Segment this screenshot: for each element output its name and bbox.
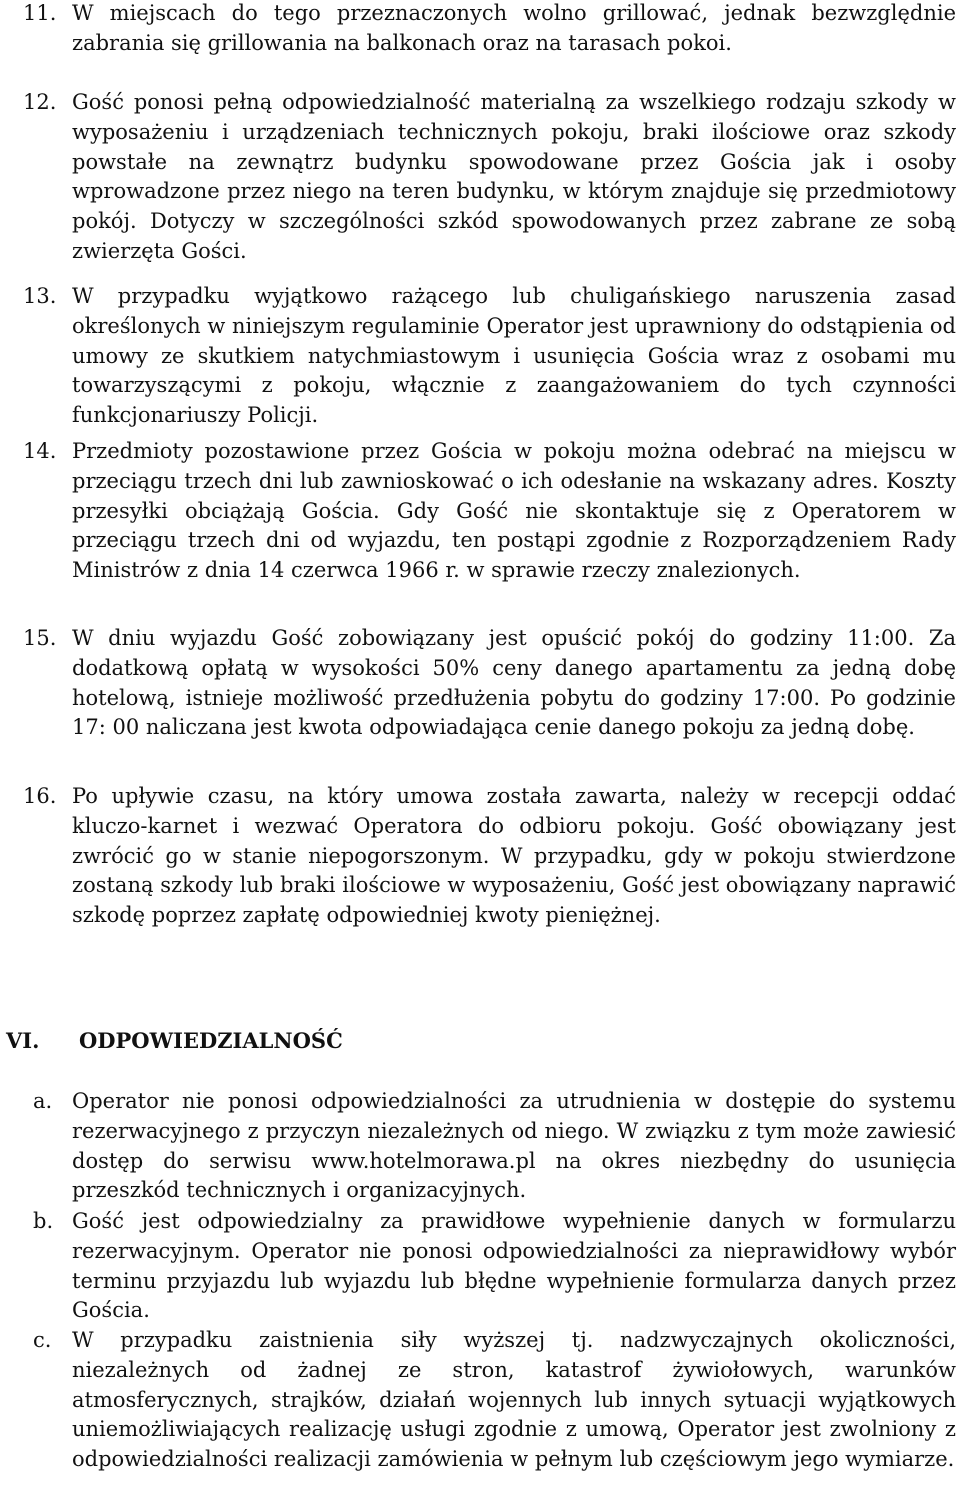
item-text: Operator nie ponosi odpowiedzialności za utrudnienia w dostępie do systemu rezerwacyjnego z przyczyn niezależnych od niego. W związku z tym może zawiesić dostęp do serwisu www.hotelmorawa.pl na okres niezbędny do usunięcia przeszkód technicznych i organizacyjnych. — [72, 1089, 956, 1203]
regulation-item-12 — [0, 88, 956, 267]
regulation-item-11 — [0, 0, 956, 59]
liability-item-b — [0, 1207, 956, 1326]
item-number: 11. — [23, 1, 57, 25]
item-text: W miejscach do tego przeznaczonych wolno grillować, jednak bezwzględnie zabrania się grillowania na balkonach oraz na tarasach pokoi. — [72, 1, 956, 55]
item-number: 15. — [23, 626, 57, 650]
item-number: 12. — [23, 90, 57, 114]
item-text: Gość jest odpowiedzialny za prawidłowe wypełnienie danych w formularzu rezerwacyjnym. Operator nie ponosi odpowiedzialności za nieprawidłowy wybór terminu przyjazdu lub wyjazdu lub błędne wypełnienie formularza danych przez Gościa. — [72, 1209, 956, 1323]
liability-item-a — [0, 1087, 956, 1206]
regulation-item-14 — [0, 437, 956, 586]
item-text: W dniu wyjazdu Gość zobowiązany jest opuścić pokój do godziny 11:00. Za dodatkową opłatą w wysokości 50% ceny danego apartamentu za jedną dobę hotelową, istnieje możliwość przedłużenia pobytu do godziny 17:00. Po godzinie 17: 00 naliczana jest kwota odpowiadająca cenie danego pokoju za jedną dobę. — [72, 626, 956, 740]
item-text: Po upływie czasu, na który umowa została zawarta, należy w recepcji oddać kluczo-karnet i wezwać Operatora do odbioru pokoju. Gość obowiązany jest zwrócić go w stanie niepogorszonym. W przypadku, gdy w pokoju stwierdzone zostaną szkody lub braki ilościowe w wyposażeniu, Gość jest obowiązany naprawić szkodę poprzez zapłatę odpowiedniej kwoty pieniężnej. — [72, 784, 956, 928]
item-letter: b. — [33, 1209, 54, 1233]
item-number: 16. — [23, 784, 57, 808]
section-title: ODPOWIEDZIALNOŚĆ — [79, 1028, 343, 1053]
section-heading — [0, 1026, 343, 1056]
item-text: Przedmioty pozostawione przez Gościa w pokoju można odebrać na miejscu w przeciągu trzech dni lub zawnioskować o ich odesłanie na wskazany adres. Koszty przesyłki obciążają Gościa. Gdy Gość nie skontaktuje się z Operatorem w przeciągu trzech dni od wyjazdu, ten postąpi zgodnie z Rozporządzeniem Rady Ministrów z dnia 14 czerwca 1966 r. w sprawie rzeczy znalezionych. — [72, 439, 956, 583]
section-number: VI. — [6, 1028, 40, 1053]
regulation-item-16 — [0, 782, 956, 931]
item-letter: c. — [33, 1328, 52, 1352]
item-text: Gość ponosi pełną odpowiedzialność materialną za wszelkiego rodzaju szkody w wyposażeniu i urządzeniach technicznych pokoju, braki ilościowe oraz szkody powstałe na zewnątrz budynku spowodowane przez Gościa jak i osoby wprowadzone przez niego na teren budynku, w którym znajduje się przedmiotowy pokój. Dotyczy w szczególności szkód spowodowanych przez zabrane ze sobą zwierzęta Gości. — [72, 90, 956, 263]
regulation-item-13 — [0, 282, 956, 431]
item-letter: a. — [33, 1089, 53, 1113]
liability-item-c — [0, 1326, 956, 1475]
item-number: 14. — [23, 439, 57, 463]
item-text: W przypadku wyjątkowo rażącego lub chuligańskiego naruszenia zasad określonych w niniejszym regulaminie Operator jest uprawniony do odstąpienia od umowy ze skutkiem natychmiastowym i usunięcia Gościa wraz z osobami mu towarzyszącymi z pokoju, włącznie z zaangażowaniem do tych czynności funkcjonariuszy Policji. — [72, 284, 956, 428]
item-number: 13. — [23, 284, 57, 308]
item-text: W przypadku zaistnienia siły wyższej tj. nadzwyczajnych okoliczności, niezależnych od żadnej ze stron, katastrof żywiołowych, warunków atmosferycznych, strajków, działań wojennych lub innych sytuacji wyjątkowych uniemożliwiających realizację usługi zgodnie z umową, Operator jest zwolniony z odpowiedzialności realizacji zamówienia w pełnym lub częściowym jego wymiarze. — [72, 1328, 956, 1472]
regulation-item-15 — [0, 624, 956, 743]
